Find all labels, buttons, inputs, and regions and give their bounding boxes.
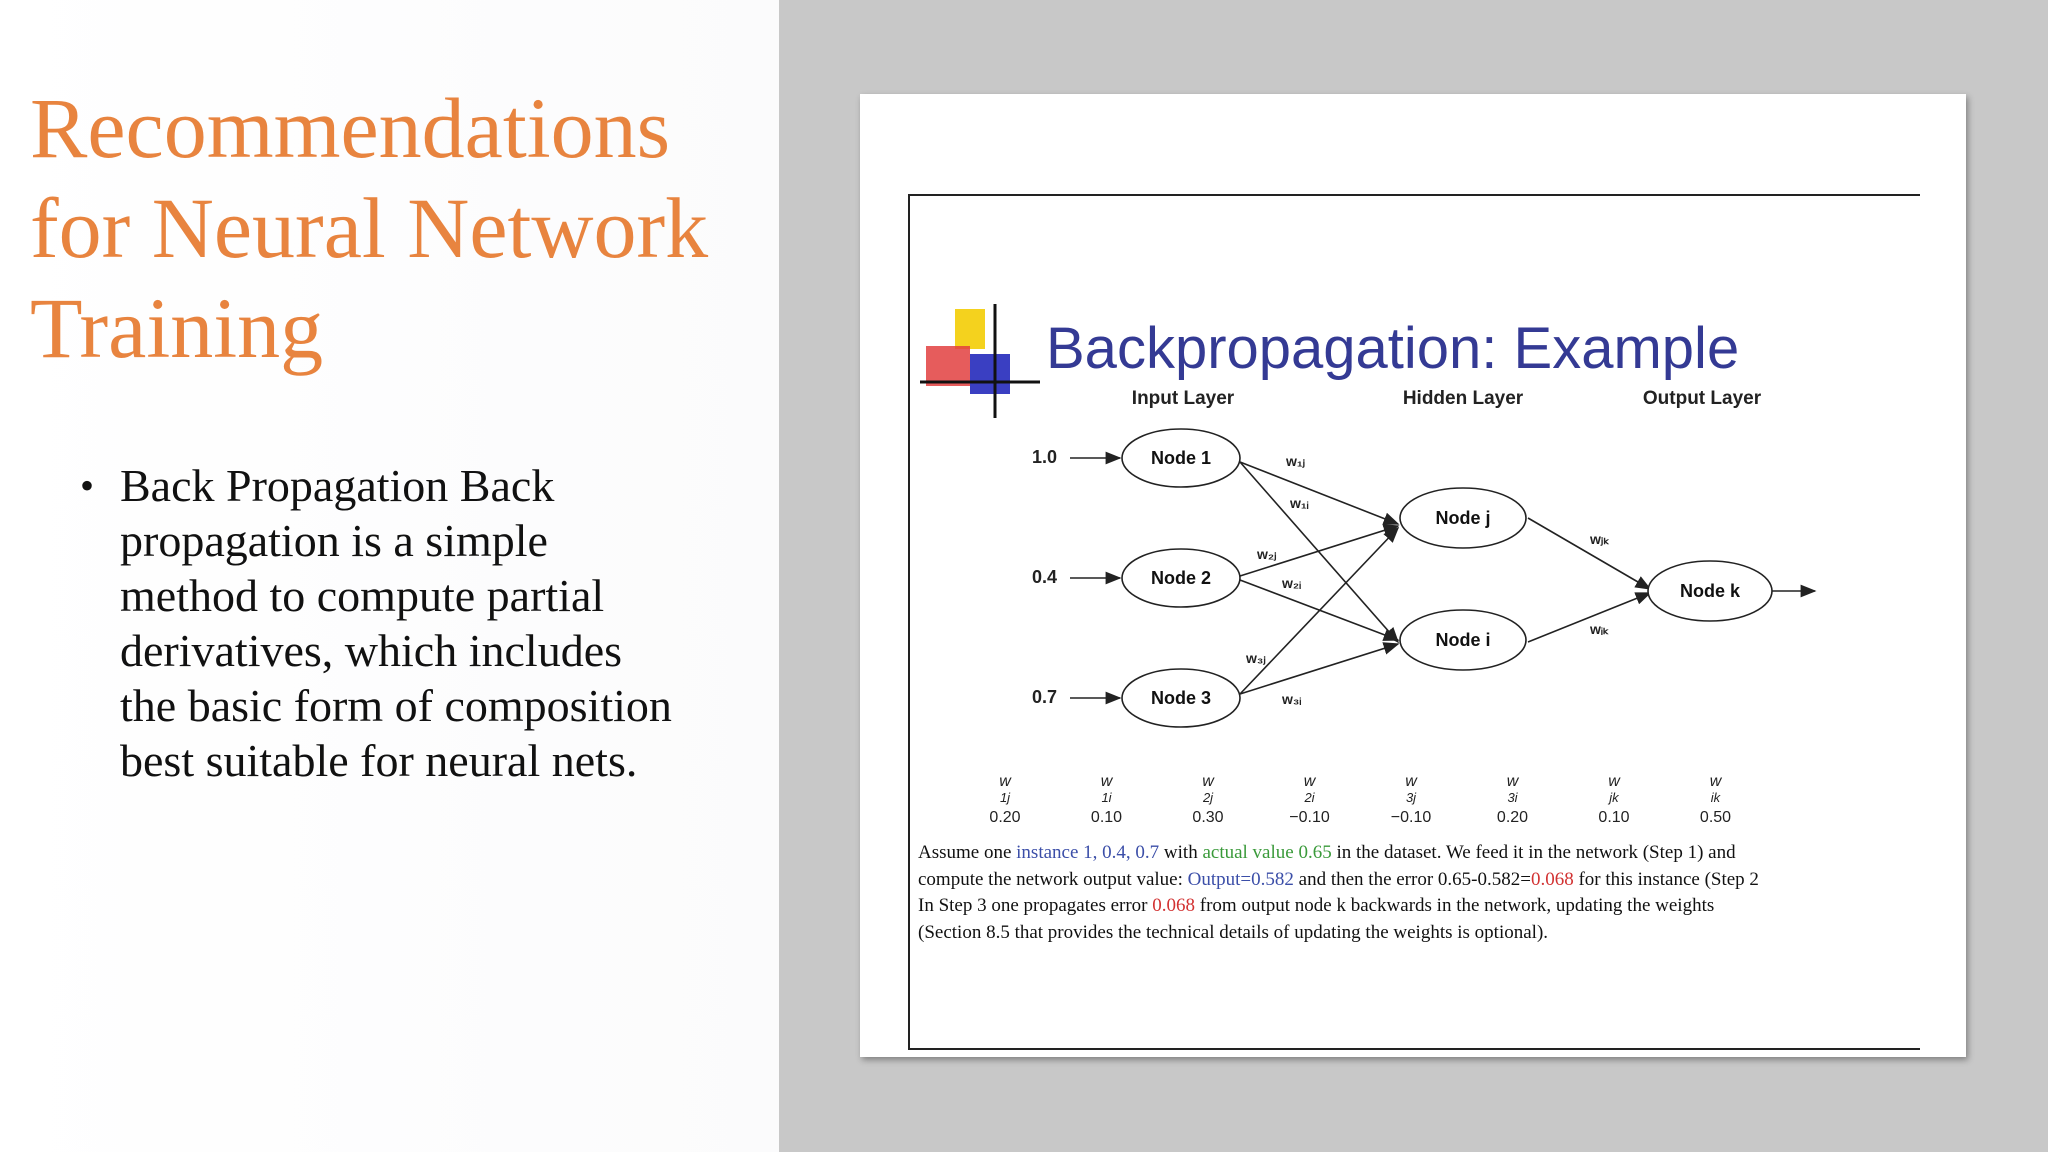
caption-text: in the dataset. We feed it in the network (Step 1) and [1331,842,1736,863]
weight-value: 0.50 [1699,809,1732,826]
edge-label-wik: wᵢₖ [1590,621,1609,637]
bullet-list [80,458,680,788]
edge-label-w3j: w₃ⱼ [1246,650,1266,666]
figure-caption [918,840,1918,946]
weight-value: −0.10 [1390,809,1432,826]
bullet-dot-icon: • [80,463,95,508]
weight-subscript: 1i [1101,790,1112,805]
caption-highlight-error: 0.068 [1530,868,1574,890]
caption-text: and then the error 0.65-0.582= [1293,868,1531,890]
embedded-figure-card [860,94,1966,1057]
edge-j-k [1528,518,1650,589]
caption-text: Assume one [918,842,1017,863]
weight-symbol: w [999,773,1011,790]
caption-line-2 [918,867,1918,894]
caption-text: In Step 3 one propagates error [918,895,1153,916]
caption-text: compute the network output value: [918,868,1188,890]
weight-subscript: ik [1710,790,1721,805]
input-value-1: 1.0 [1032,447,1058,467]
weight-symbol: w [1100,773,1113,790]
weight-symbol: w [1506,773,1519,790]
node-i-label: Node i [1435,630,1491,650]
edge-label-wjk: wⱼₖ [1590,531,1610,547]
weight-value: 0.20 [989,809,1021,826]
input-value-3: 0.7 [1032,687,1058,707]
weight-subscript: jk [1609,790,1619,805]
weight-symbol: w [1303,773,1316,790]
caption-line-1 [918,840,1918,867]
input-value-2: 0.4 [1032,567,1058,587]
weight-value: 0.30 [1192,809,1224,826]
slide-title: Recommendations for Neural Network Training [30,80,709,376]
weight-value: 0.20 [1496,809,1529,826]
weight-subscript: 3i [1507,790,1518,805]
edge-label-w1i: w₁ᵢ [1290,495,1309,511]
weight-subscript: 2i [1304,790,1315,805]
figure-frame [908,194,1920,1050]
caption-text: with [1163,842,1203,863]
layer-label-hidden: Hidden Layer [1402,388,1524,409]
weight-symbol: w [1405,773,1417,790]
edge-1-j [1240,462,1398,524]
caption-highlight-output: Output=0.582 [1187,868,1294,890]
weight-subscript: 1j [999,790,1011,805]
node-j-label: Node j [1435,508,1491,528]
node-3-label: Node 3 [1150,688,1212,708]
weight-symbol: w [1608,773,1620,790]
layer-label-input: Input Layer [1131,388,1235,409]
weight-value: 0.10 [1090,809,1123,826]
figure-heading: Backpropagation: Example [1046,316,1740,381]
caption-instance-values: 1, 0.4, 0.7 [1078,842,1164,863]
weight-value: 0.10 [1598,809,1630,826]
caption-line-4: (Section 8.5 that provides the technical details of updating the weights is optional). [918,921,1549,943]
caption-highlight-actual: actual value 0.65 [1202,842,1332,863]
caption-text: for this instance (Step 2 [1573,868,1759,890]
node-k-label: Node k [1679,581,1741,601]
caption-line-3 [918,893,1918,920]
slide-left-panel [0,0,779,1152]
weight-symbol: w [1202,773,1214,790]
weight-subscript: 3j [1405,790,1417,805]
caption-text: from output node k backwards in the network, updating the weights [1195,895,1715,916]
edge-label-w2j: w₂ⱼ [1257,546,1277,562]
weight-symbol: w [1709,773,1722,790]
edge-label-w2i: w₂ᵢ [1282,575,1302,591]
edge-label-w3i: w₃ᵢ [1282,691,1302,707]
weight-value: −0.10 [1289,809,1330,826]
caption-highlight-error: 0.068 [1152,895,1196,916]
edge-i-k [1528,593,1650,642]
weight-subscript: 2j [1202,790,1214,805]
edge-label-w1j: w₁ⱼ [1286,453,1306,469]
bullet-item [80,458,680,788]
layer-label-output: Output Layer [1642,388,1762,409]
node-1-label: Node 1 [1150,448,1212,468]
bullet-text: Back Propagation Back propagation is a simple method to compute partial derivatives, which includes the basic form of composition best suitable for neural nets. [120,460,672,786]
heading-logo [920,304,1040,418]
caption-highlight-instance: instance [1016,842,1079,863]
node-2-label: Node 2 [1150,568,1212,588]
weights-table [989,773,1731,826]
